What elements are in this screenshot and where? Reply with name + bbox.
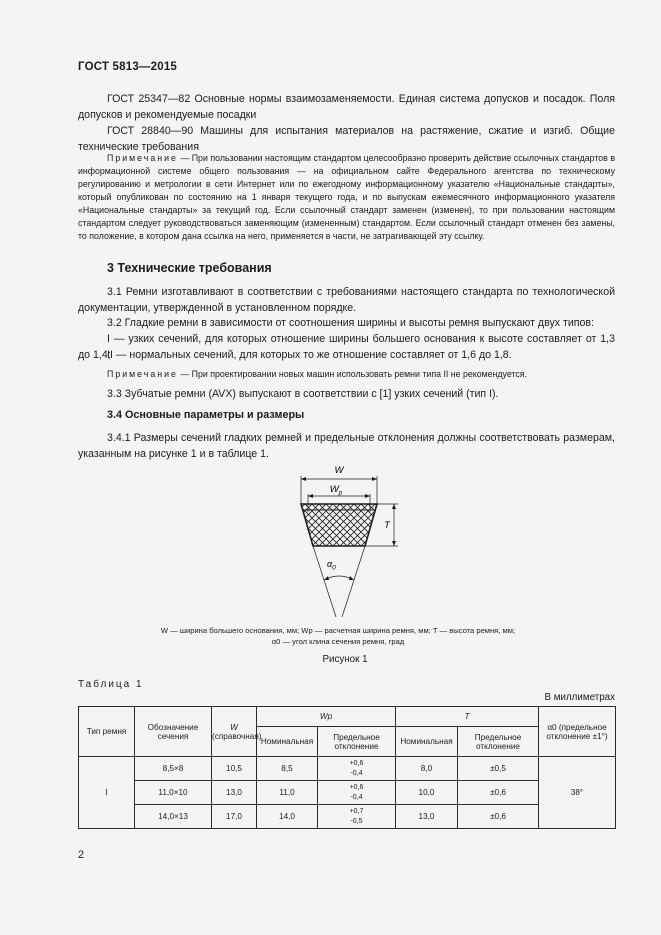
cell-designation: 11,0×10: [135, 781, 212, 805]
header-type: Тип ремня: [79, 707, 135, 757]
cell-wp-deviation: +0,7 -0,5: [318, 805, 396, 829]
para-3-4-1: 3.4.1 Размеры сечений гладких ремней и предельные отклонения должны соответствовать размерам, указанным на рисунке 1 и в таблице 1.: [78, 432, 615, 460]
table-row: [79, 805, 616, 829]
document-header: ГОСТ 5813—2015: [78, 61, 178, 73]
header-t: T: [396, 707, 539, 727]
para-3-1: 3.1 Ремни изготавливают в соответствии с требованиями настоящего стандарта по технологической документации, утвержденной в установленном порядке.: [78, 286, 615, 314]
header-w: W (справочная): [212, 707, 257, 757]
cell-wp-deviation: +0,6 -0,4: [318, 757, 396, 781]
header-wp-deviation: Предельное отклонение: [318, 727, 396, 757]
page-number: 2: [78, 849, 85, 861]
para-3-2-type-i: I — узких сечений, для которых отношение ширины большего основания к высоте составляет от 1,3 до 1,4;: [78, 333, 615, 361]
normative-ref-2: ГОСТ 28840—90 Машины для испытания материалов на растяжение, сжатие и изгиб. Общие технические требования: [78, 125, 615, 153]
note-1-label: Примечание: [107, 153, 178, 163]
cell-t: 8,0: [396, 757, 458, 781]
cell-t-deviation: ±0,6: [458, 781, 539, 805]
header-t-nominal: Номинальная: [396, 727, 458, 757]
cell-w: 17,0: [212, 805, 257, 829]
cell-t-deviation: ±0,6: [458, 805, 539, 829]
cell-wp-deviation: +0,6 -0,4: [318, 781, 396, 805]
dimensions-table: [78, 706, 616, 829]
cell-wp: 8,5: [257, 757, 318, 781]
para-3-2-type-ii: II — нормальных сечений, для которых то же отношение составляет от 1,6 до 1,8.: [107, 349, 512, 361]
para-3-3: 3.3 Зубчатые ремни (AVX) выпускают в соответствии с [1] узких сечений (тип I).: [107, 388, 499, 400]
table-row: [79, 757, 616, 781]
belt-cross-section-figure: [270, 462, 420, 622]
section-title: 3 Технические требования: [107, 261, 272, 275]
cell-angle: 38°: [539, 757, 616, 829]
para-3-2: 3.2 Гладкие ремни в зависимости от соотношения ширины и высоты ремня выпускают двух типов:: [107, 317, 594, 329]
figure-title: Рисунок 1: [322, 654, 368, 665]
label-alpha: $\alpha_0$: [327, 559, 336, 572]
header-wp: Wp: [257, 707, 396, 727]
normative-ref-1: ГОСТ 25347—82 Основные нормы взаимозаменяемости. Единая система допусков и посадок. Поля допусков и рекомендуемые посадки: [78, 93, 615, 121]
note-2-label: Примечание: [107, 369, 178, 379]
note-1: [78, 152, 615, 243]
figure-caption: W — ширина большего основания, мм; Wp — расчетная ширина ремня, мм; T — высота ремня, мм; α0 — угол клина сечения ремня, град: [160, 626, 516, 646]
header-wp-nominal: Номинальная: [257, 727, 318, 757]
cell-wp: 11,0: [257, 781, 318, 805]
cell-t: 13,0: [396, 805, 458, 829]
header-alpha: α0 (предельное отклонение ±1°): [539, 707, 616, 757]
cell-wp: 14,0: [257, 805, 318, 829]
table-units: В миллиметрах: [544, 692, 615, 703]
label-w: W: [334, 465, 344, 476]
subsection-3-4: 3.4 Основные параметры и размеры: [107, 409, 305, 421]
note-1-text: — При пользовании настоящим стандартом целесообразно проверить действие ссылочных стандартов в информационной системе общего пользования — на официальном сайте Федерального агентства по техническому регулированию и метрологии в сети Интернет или по ежегодному информационному указателю «Национальные стандарты», который опубликован по состоянию на 1 января текущего года, и по выпускам ежемесячного информационного указателя «Национальные стандарты» за текущий год. Если ссылочный стандарт заменен (изменен), то при пользовании настоящим стандартом следует руководствоваться заменяющим (измененным) стандартом. Если ссылочный стандарт отменен без замены, то положение, в котором дана ссылка на него, применяется в части, не затрагивающей эту ссылку.: [78, 153, 615, 241]
note-2-text: — При проектировании новых машин использовать ремни типа II не рекомендуется.: [180, 369, 527, 379]
cell-designation: 8,5×8: [135, 757, 212, 781]
label-wp: $W_p$: [329, 484, 343, 497]
cell-t-deviation: ±0,5: [458, 757, 539, 781]
header-t-deviation: Предельное отклонение: [458, 727, 539, 757]
note-2: [78, 368, 615, 381]
cell-t: 10,0: [396, 781, 458, 805]
table-row: [79, 781, 616, 805]
cell-w: 13,0: [212, 781, 257, 805]
header-designation: Обозначение сечения: [135, 707, 212, 757]
cell-designation: 14,0×13: [135, 805, 212, 829]
label-t: T: [384, 520, 390, 530]
cell-type: I: [79, 757, 135, 829]
table-title: Таблица 1: [78, 679, 144, 690]
cell-w: 10,5: [212, 757, 257, 781]
